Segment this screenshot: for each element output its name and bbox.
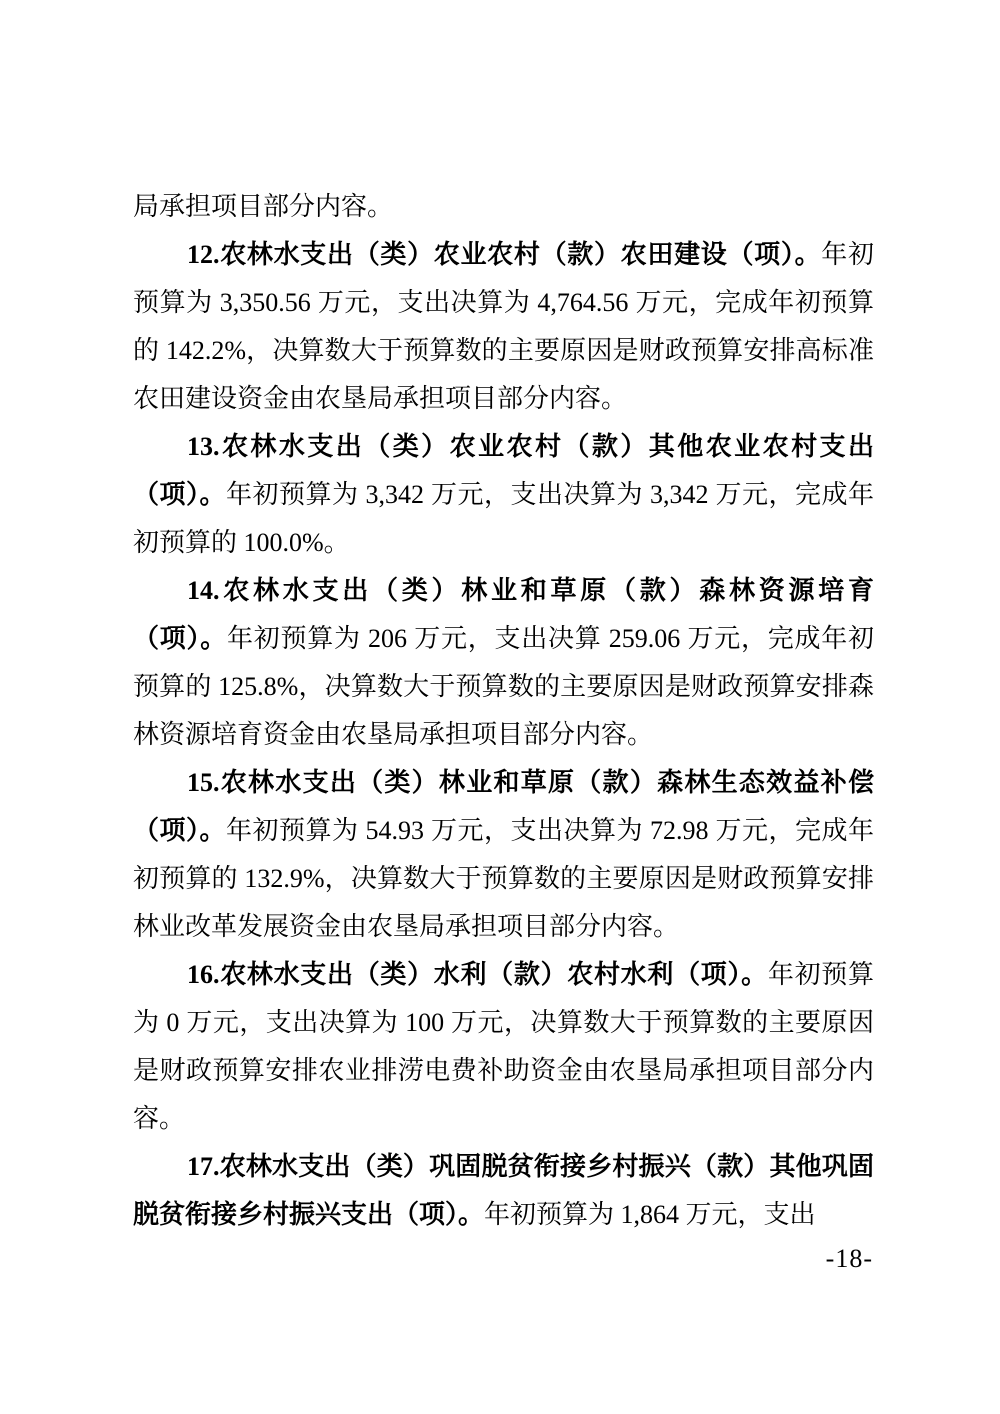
paragraph-16 xyxy=(133,951,874,1143)
paragraph-12-text: 年初预算为 3,350.56 万元，支出决算为 4,764.56 万元，完成年初预算的 142.2%，决算数大于预算数的主要原因是财政预算安排高标准农田建设资金由农垦局承担项目部分内容。 xyxy=(133,240,874,413)
paragraph-16-text: 年初预算为 0 万元，支出决算为 100 万元，决算数大于预算数的主要原因是财政预算安排农业排涝电费补助资金由农垦局承担项目部分内容。 xyxy=(133,960,874,1133)
paragraph-17-text: 年初预算为 1,864 万元，支出 xyxy=(484,1200,816,1229)
paragraph-11-continuation xyxy=(133,183,874,231)
page-number: -18- xyxy=(825,1244,873,1273)
paragraph-16-heading: 16.农林水支出（类）水利（款）农村水利（项）。 xyxy=(187,960,768,989)
paragraph-14-text: 年初预算为 206 万元，支出决算 259.06 万元，完成年初预算的 125.8%，决算数大于预算数的主要原因是财政预算安排森林资源培育资金由农垦局承担项目部分内容。 xyxy=(133,624,874,749)
paragraph-15-heading: 15.农林水支出（类）林业和草原（款）森林生态效益补偿（项）。 xyxy=(133,768,874,845)
paragraph-17-heading: 17.农林水支出（类）巩固脱贫衔接乡村振兴（款）其他巩固脱贫衔接乡村振兴支出（项）。 xyxy=(133,1152,874,1229)
paragraph-15 xyxy=(133,759,874,951)
paragraph-17 xyxy=(133,1143,874,1239)
paragraph-13 xyxy=(133,423,874,567)
paragraph-13-heading: 13.农林水支出（类）农业农村（款）其他农业农村支出（项）。 xyxy=(133,432,874,509)
paragraph-12-heading: 12.农林水支出（类）农业农村（款）农田建设（项）。 xyxy=(187,240,822,269)
paragraph-11-continuation-text: 局承担项目部分内容。 xyxy=(133,192,394,221)
paragraph-12 xyxy=(133,231,874,423)
paragraph-15-text: 年初预算为 54.93 万元，支出决算为 72.98 万元，完成年初预算的 132.9%，决算数大于预算数的主要原因是财政预算安排林业改革发展资金由农垦局承担项目部分内容。 xyxy=(133,816,874,941)
paragraph-14-heading: 14.农林水支出（类）林业和草原（款）森林资源培育（项）。 xyxy=(133,576,874,653)
paragraph-14 xyxy=(133,567,874,759)
document-body xyxy=(133,183,874,1239)
paragraph-13-text: 年初预算为 3,342 万元，支出决算为 3,342 万元，完成年初预算的 100.0%。 xyxy=(133,480,874,557)
